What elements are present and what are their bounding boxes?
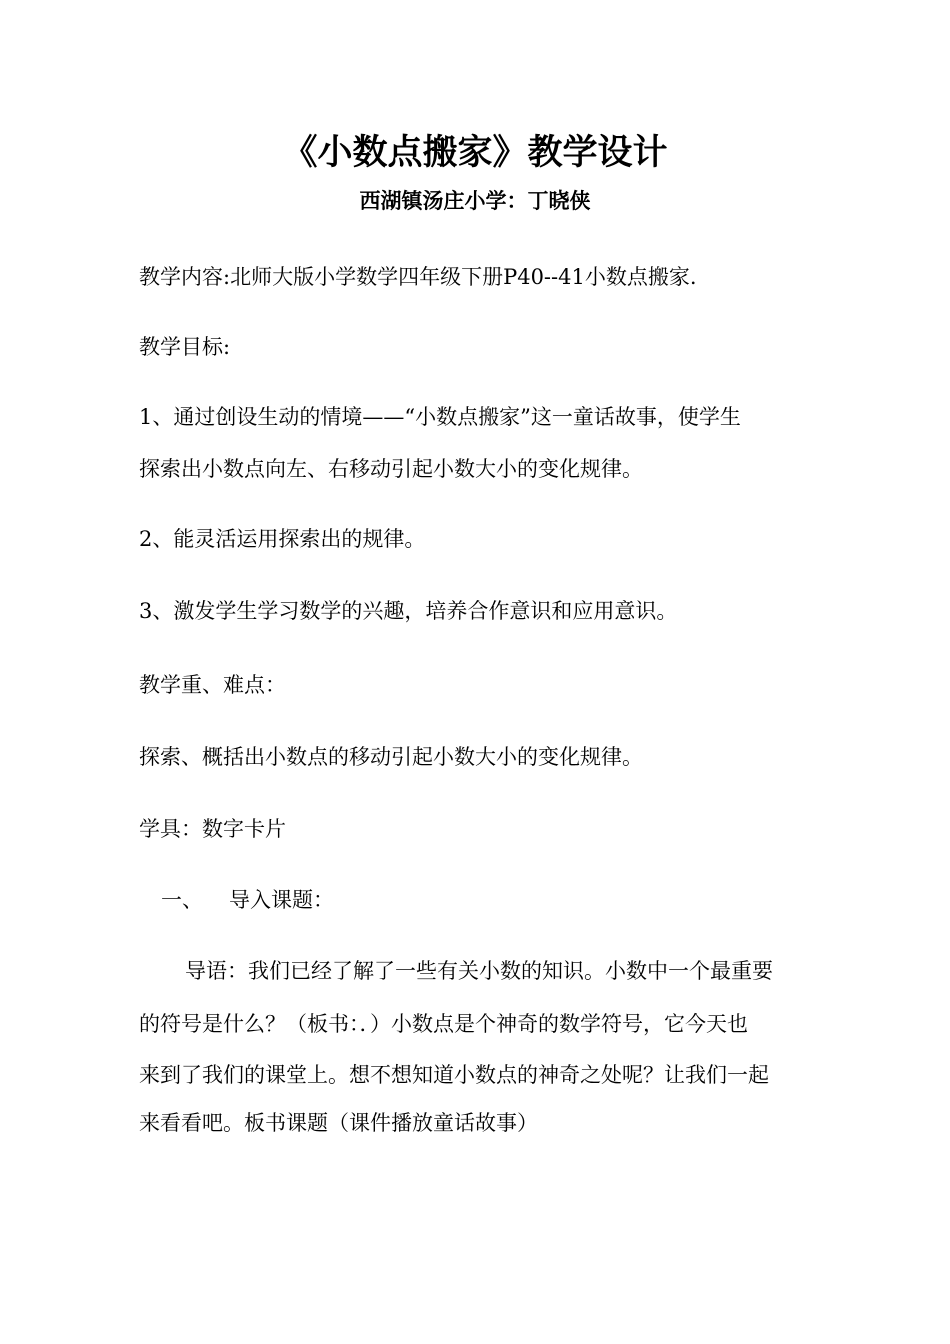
section-1-heading (161, 885, 334, 915)
intro-line-1: 导语：我们已经了解了一些有关小数的知识。小数中一个最重要 (185, 959, 773, 983)
author-line: 西湖镇汤庄小学：丁晓侠 (359, 188, 591, 213)
section-1-number: 一、 (161, 888, 203, 912)
objective-2: 2、能灵活运用探索出的规律。 (139, 527, 426, 551)
section-1-title: 导入课题： (229, 888, 334, 912)
key-points-heading: 教学重、难点： (139, 673, 286, 697)
document-title: 《小数点搬家》教学设计 (282, 132, 668, 173)
intro-line-2: 的符号是什么？（板书：．）小数点是个神奇的数学符号，它今天也 (139, 1012, 748, 1036)
intro-line-4: 来看看吧。板书课题（课件播放童话故事） (139, 1111, 538, 1135)
teaching-content: 教学内容:北师大版小学数学四年级下册P40--41小数点搬家. (139, 265, 697, 289)
materials-line: 学具：数字卡片 (139, 817, 286, 841)
objective-1-line-1: 1、通过创设生动的情境——“小数点搬家”这一童话故事，使学生 (139, 405, 741, 429)
objective-3: 3、激发学生学习数学的兴趣，培养合作意识和应用意识。 (139, 599, 678, 623)
key-points-text: 探索、概括出小数点的移动引起小数大小的变化规律。 (139, 745, 643, 769)
intro-line-3: 来到了我们的课堂上。想不想知道小数点的神奇之处呢？让我们一起 (139, 1063, 769, 1087)
objective-1-line-2: 探索出小数点向左、右移动引起小数大小的变化规律。 (139, 457, 643, 481)
objectives-heading: 教学目标: (139, 335, 231, 359)
